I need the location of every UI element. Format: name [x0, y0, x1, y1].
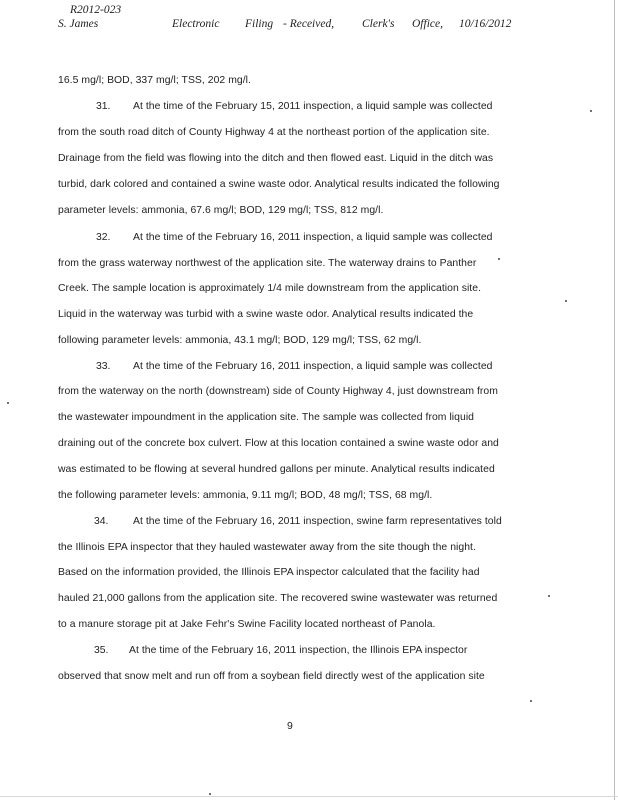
body-line: following parameter levels: ammonia, 43.1 mg/l; BOD, 129 mg/l; TSS, 62 mg/l.	[58, 335, 422, 346]
page-number: 9	[287, 720, 293, 732]
paragraph-number: 34.	[94, 516, 109, 527]
paragraph-number: 32.	[96, 232, 111, 243]
body-line: from the grass waterway northwest of the application site. The waterway drains to Panther	[58, 258, 477, 269]
scan-speck	[590, 110, 592, 112]
docket-number: R2012-023	[70, 4, 122, 16]
body-line: Drainage from the field was flowing into the ditch and then flowed east. Liquid in the ditch was	[58, 153, 494, 164]
body-line: the Illinois EPA inspector that they hauled wastewater away from the site though the night.	[58, 542, 476, 553]
paragraph-number: 31.	[96, 101, 111, 112]
scan-speck	[209, 793, 211, 795]
filing-stamp-name: S. James	[58, 18, 99, 30]
filing-stamp-filing: Filing	[245, 18, 274, 30]
body-line: from the south road ditch of County Highway 4 at the northeast portion of the application site.	[58, 127, 490, 138]
body-line: At the time of the February 16, 2011 inspection, swine farm representatives told	[133, 516, 502, 527]
body-line: observed that snow melt and run off from a soybean field directly west of the application site	[58, 671, 485, 682]
body-line: parameter levels: ammonia, 67.6 mg/l; BOD, 129 mg/l; TSS, 812 mg/l.	[58, 205, 384, 216]
body-line: Liquid in the waterway was turbid with a swine waste odor. Analytical results indicated the	[58, 309, 474, 320]
filing-stamp-date: 10/16/2012	[459, 18, 512, 30]
filing-stamp-electronic: Electronic	[172, 18, 220, 30]
body-line: Based on the information provided, the Illinois EPA inspector calculated that the facility had	[58, 567, 480, 578]
scan-speck	[530, 700, 532, 702]
body-line: Creek. The sample location is approximately 1/4 mile downstream from the application site.	[58, 283, 482, 294]
body-line: At the time of the February 16, 2011 inspection, a liquid sample was collected	[133, 232, 493, 243]
scan-edge-bottom	[0, 796, 618, 797]
scan-speck	[7, 402, 9, 404]
body-line: turbid, dark colored and contained a swine waste odor. Analytical results indicated the following	[58, 179, 500, 190]
paragraph-number: 33.	[96, 361, 111, 372]
scan-speck	[548, 595, 550, 597]
filing-stamp-received: - Received,	[283, 18, 335, 30]
body-line: At the time of the February 16, 2011 inspection, the Illinois EPA inspector	[129, 645, 468, 656]
scan-speck	[498, 258, 500, 260]
body-line: the following parameter levels: ammonia, 9.11 mg/l; BOD, 48 mg/l; TSS, 68 mg/l.	[58, 490, 433, 501]
body-line: draining out of the concrete box culvert. Flow at this location contained a swine waste odor and	[58, 438, 499, 449]
body-line: At the time of the February 15, 2011 inspection, a liquid sample was collected	[133, 101, 493, 112]
body-line: the wastewater impoundment in the application site. The sample was collected from liquid	[58, 412, 475, 423]
scan-speck	[565, 300, 567, 302]
scan-edge-right	[614, 0, 615, 800]
paragraph-number: 35.	[94, 645, 109, 656]
body-line: from the waterway on the north (downstream) side of County Highway 4, just downstream from	[58, 386, 498, 397]
body-line: was estimated to be flowing at several hundred gallons per minute. Analytical results indicated	[58, 464, 495, 475]
body-line: hauled 21,000 gallons from the application site. The recovered swine wastewater was returned	[58, 593, 498, 604]
filing-stamp-clerks: Clerk's	[362, 18, 395, 30]
filing-stamp-office: Office,	[412, 18, 443, 30]
body-line: At the time of the February 16, 2011 inspection, a liquid sample was collected	[133, 361, 493, 372]
body-line: 16.5 mg/l; BOD, 337 mg/l; TSS, 202 mg/l.	[58, 75, 251, 86]
body-line: to a manure storage pit at Jake Fehr's Swine Facility located northeast of Panola.	[58, 619, 436, 630]
